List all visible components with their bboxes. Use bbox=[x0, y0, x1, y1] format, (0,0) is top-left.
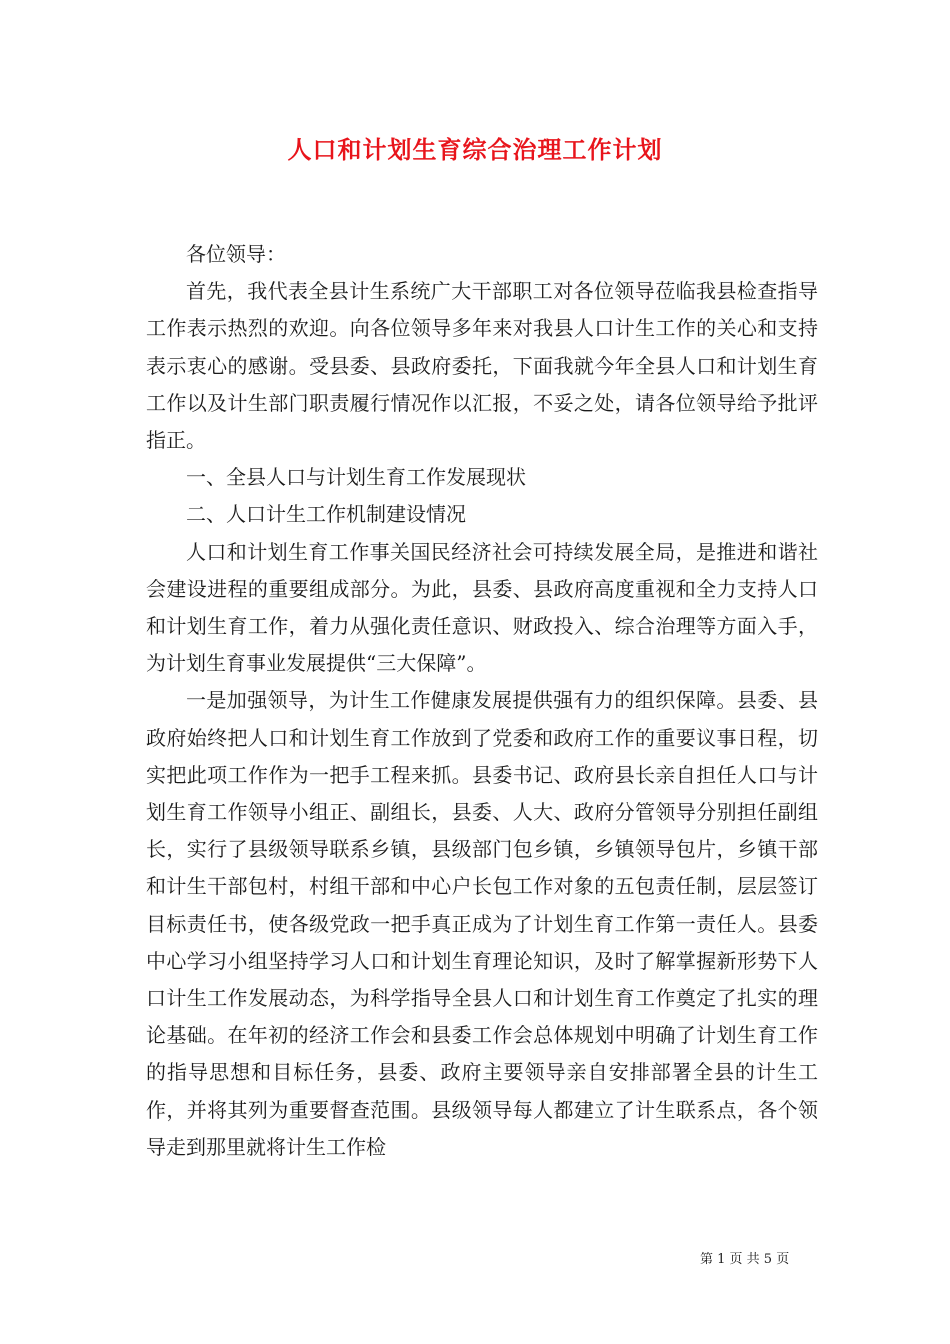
document-body bbox=[146, 236, 818, 1166]
paragraph: 首先，我代表全县计生系统广大干部职工对各位领导莅临我县检查指导工作表示热烈的欢迎。向各位领导多年来对我县人口计生工作的关心和支持表示衷心的感谢。受县委、县政府委托，下面我就今年全县人口和计划生育工作以及计生部门职责履行情况作以汇报，不妥之处，请各位领导给予批评指正。 bbox=[146, 279, 818, 453]
page-footer: 第 1 页 共 5 页 bbox=[700, 1252, 790, 1267]
salutation: 各位领导： bbox=[186, 242, 286, 266]
section-heading: 二、人口计生工作机制建设情况 bbox=[186, 502, 466, 527]
section-heading: 一、全县人口与计划生育工作发展现状 bbox=[186, 465, 526, 490]
paragraph: 一是加强领导，为计生工作健康发展提供强有力的组织保障。县委、县政府始终把人口和计划生育工作放到了党委和政府工作的重要议事日程，切实把此项工作作为一把手工程来抓。县委书记、政府县长亲自担任人口与计划生育工作领导小组正、副组长，县委、人大、政府分管领导分别担任副组长，实行了县级领导联系乡镇，县级部门包乡镇，乡镇领导包片，乡镇干部和计生干部包村，村组干部和中心户长包工作对象的五包责任制，层层签订目标责任书，使各级党政一把手真正成为了计划生育工作第一责任人。县委中心学习小组坚持学习人口和计划生育理论知识，及时了解掌握新形势下人口计生工作发展动态，为科学指导全县人口和计划生育工作奠定了扎实的理论基础。在年初的经济工作会和县委工作会总体规划中明确了计划生育工作的指导思想和目标任务，县委、政府主要领导亲自安排部署全县的计生工作，并将其列为重要督查范围。县级领导每人都建立了计生联系点，各个领导走到那里就将计生工作检 bbox=[146, 688, 818, 1159]
document-title: 人口和计划生育综合治理工作计划 bbox=[287, 135, 663, 164]
paragraph: 人口和计划生育工作事关国民经济社会可持续发展全局，是推进和谐社会建设进程的重要组成部分。为此，县委、县政府高度重视和全力支持人口和计划生育工作，着力从强化责任意识、财政投入、综合治理等方面入手，为计划生育事业发展提供“三大保障”。 bbox=[146, 539, 818, 676]
